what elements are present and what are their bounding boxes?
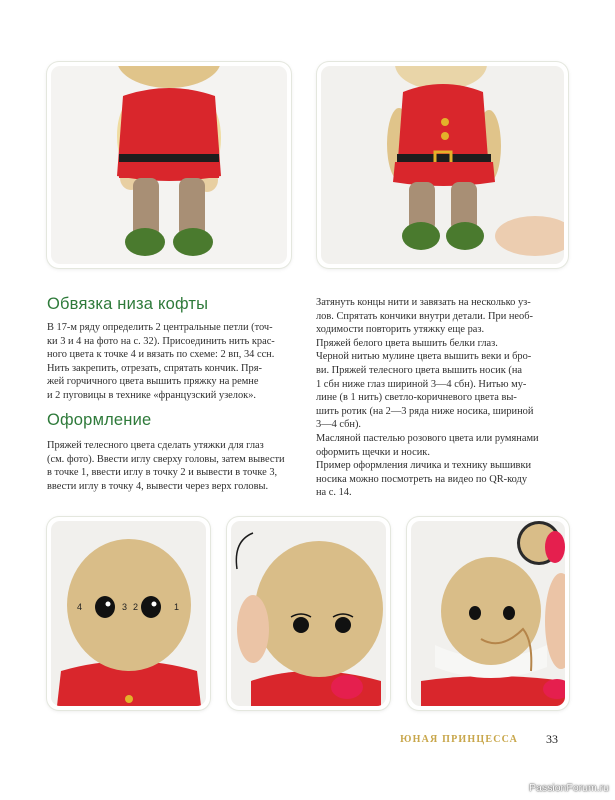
text-line: Масляной пастелью розового цвета или румянами xyxy=(316,432,539,444)
page-number: 33 xyxy=(546,732,558,746)
text-line: Затянуть концы нити и завязать на несколько уз- xyxy=(316,297,531,308)
text-line: В 17-м ряду определить 2 центральные петли (точ- xyxy=(47,322,273,333)
text-line: Нить закрепить, отрезать, спрятать кончик. Пря- xyxy=(47,362,262,374)
text-line: Черной нитью мулине цвета вышить веки и бро- xyxy=(316,351,532,363)
text-line: носика можно посмотреть на видео по QR-коду xyxy=(316,473,528,485)
text-line: лов. Спрятать кончики внутри детали. При необ- xyxy=(316,310,533,322)
photo-head-points xyxy=(47,517,210,710)
text-line: 3—4 сбн). xyxy=(316,419,362,431)
text-line: жей горчичного цвета вышить пряжку на ремне xyxy=(47,376,259,388)
nose-embroidery-image xyxy=(411,521,565,706)
photo-doll-front xyxy=(317,62,568,268)
point-label-2: 2 xyxy=(133,602,139,612)
text-line: ки 3 и 4 на фото на с. 32). Присоединить нить крас- xyxy=(47,335,275,347)
right-column-text xyxy=(316,296,568,500)
photo-nose-embroidery xyxy=(407,517,569,710)
text-line: оформить щечки и носик. xyxy=(316,446,430,458)
text-line: на с. 14. xyxy=(316,487,352,499)
text-line: ходимости повторить утяжку еще раз. xyxy=(316,324,485,336)
face-embroidery-image xyxy=(231,521,386,706)
text-line: ного цвета к точке 4 и вязать по схеме: 2 вп, 34 ссн. xyxy=(47,349,275,361)
watermark: PassionForum.ru xyxy=(529,782,609,794)
text-line: лине (в 1 нить) светло-коричневого цвета вы- xyxy=(316,392,517,404)
footer-book-title: ЮНАЯ ПРИНЦЕССА xyxy=(400,734,518,745)
text-line: 1 сбн ниже глаз шириной 3—4 сбн). Нитью му- xyxy=(316,378,527,390)
text-line: ви. Пряжей телесного цвета вышить носик (на xyxy=(316,364,523,376)
text-line: (см. фото). Ввести иглу сверху головы, затем вывести xyxy=(47,453,285,465)
section-bottom-trim-text xyxy=(47,321,292,403)
text-line: Пряжей телесного цвета сделать утяжки для глаз xyxy=(47,440,264,451)
section-decoration-text xyxy=(47,439,292,493)
text-line: Пример оформления личика и технику вышивки xyxy=(316,460,532,472)
text-line: Пряжей белого цвета вышить белки глаз. xyxy=(316,337,498,349)
text-line: ввести иглу в точку 4, вывести через верх головы. xyxy=(47,480,269,492)
text-line: в точке 1, ввести иглу в точку 2 и вывести в точке 3, xyxy=(47,467,278,479)
photo-face-embroidery xyxy=(227,517,390,710)
photo-doll-back xyxy=(47,62,291,268)
section-heading-bottom-trim: Обвязка низа кофты xyxy=(47,295,209,313)
doll-front-image xyxy=(321,66,564,264)
text-line: шить ротик (на 2—3 ряда ниже носика, шириной xyxy=(316,405,534,417)
point-label-1: 1 xyxy=(174,602,180,612)
section-heading-decoration: Оформление xyxy=(47,411,152,429)
text-line: и 2 пуговицы в технике «французский узелок». xyxy=(47,389,257,401)
point-label-3: 3 xyxy=(122,602,128,612)
doll-back-image xyxy=(51,66,287,264)
head-points-image xyxy=(51,521,206,706)
point-label-4: 4 xyxy=(77,602,83,612)
